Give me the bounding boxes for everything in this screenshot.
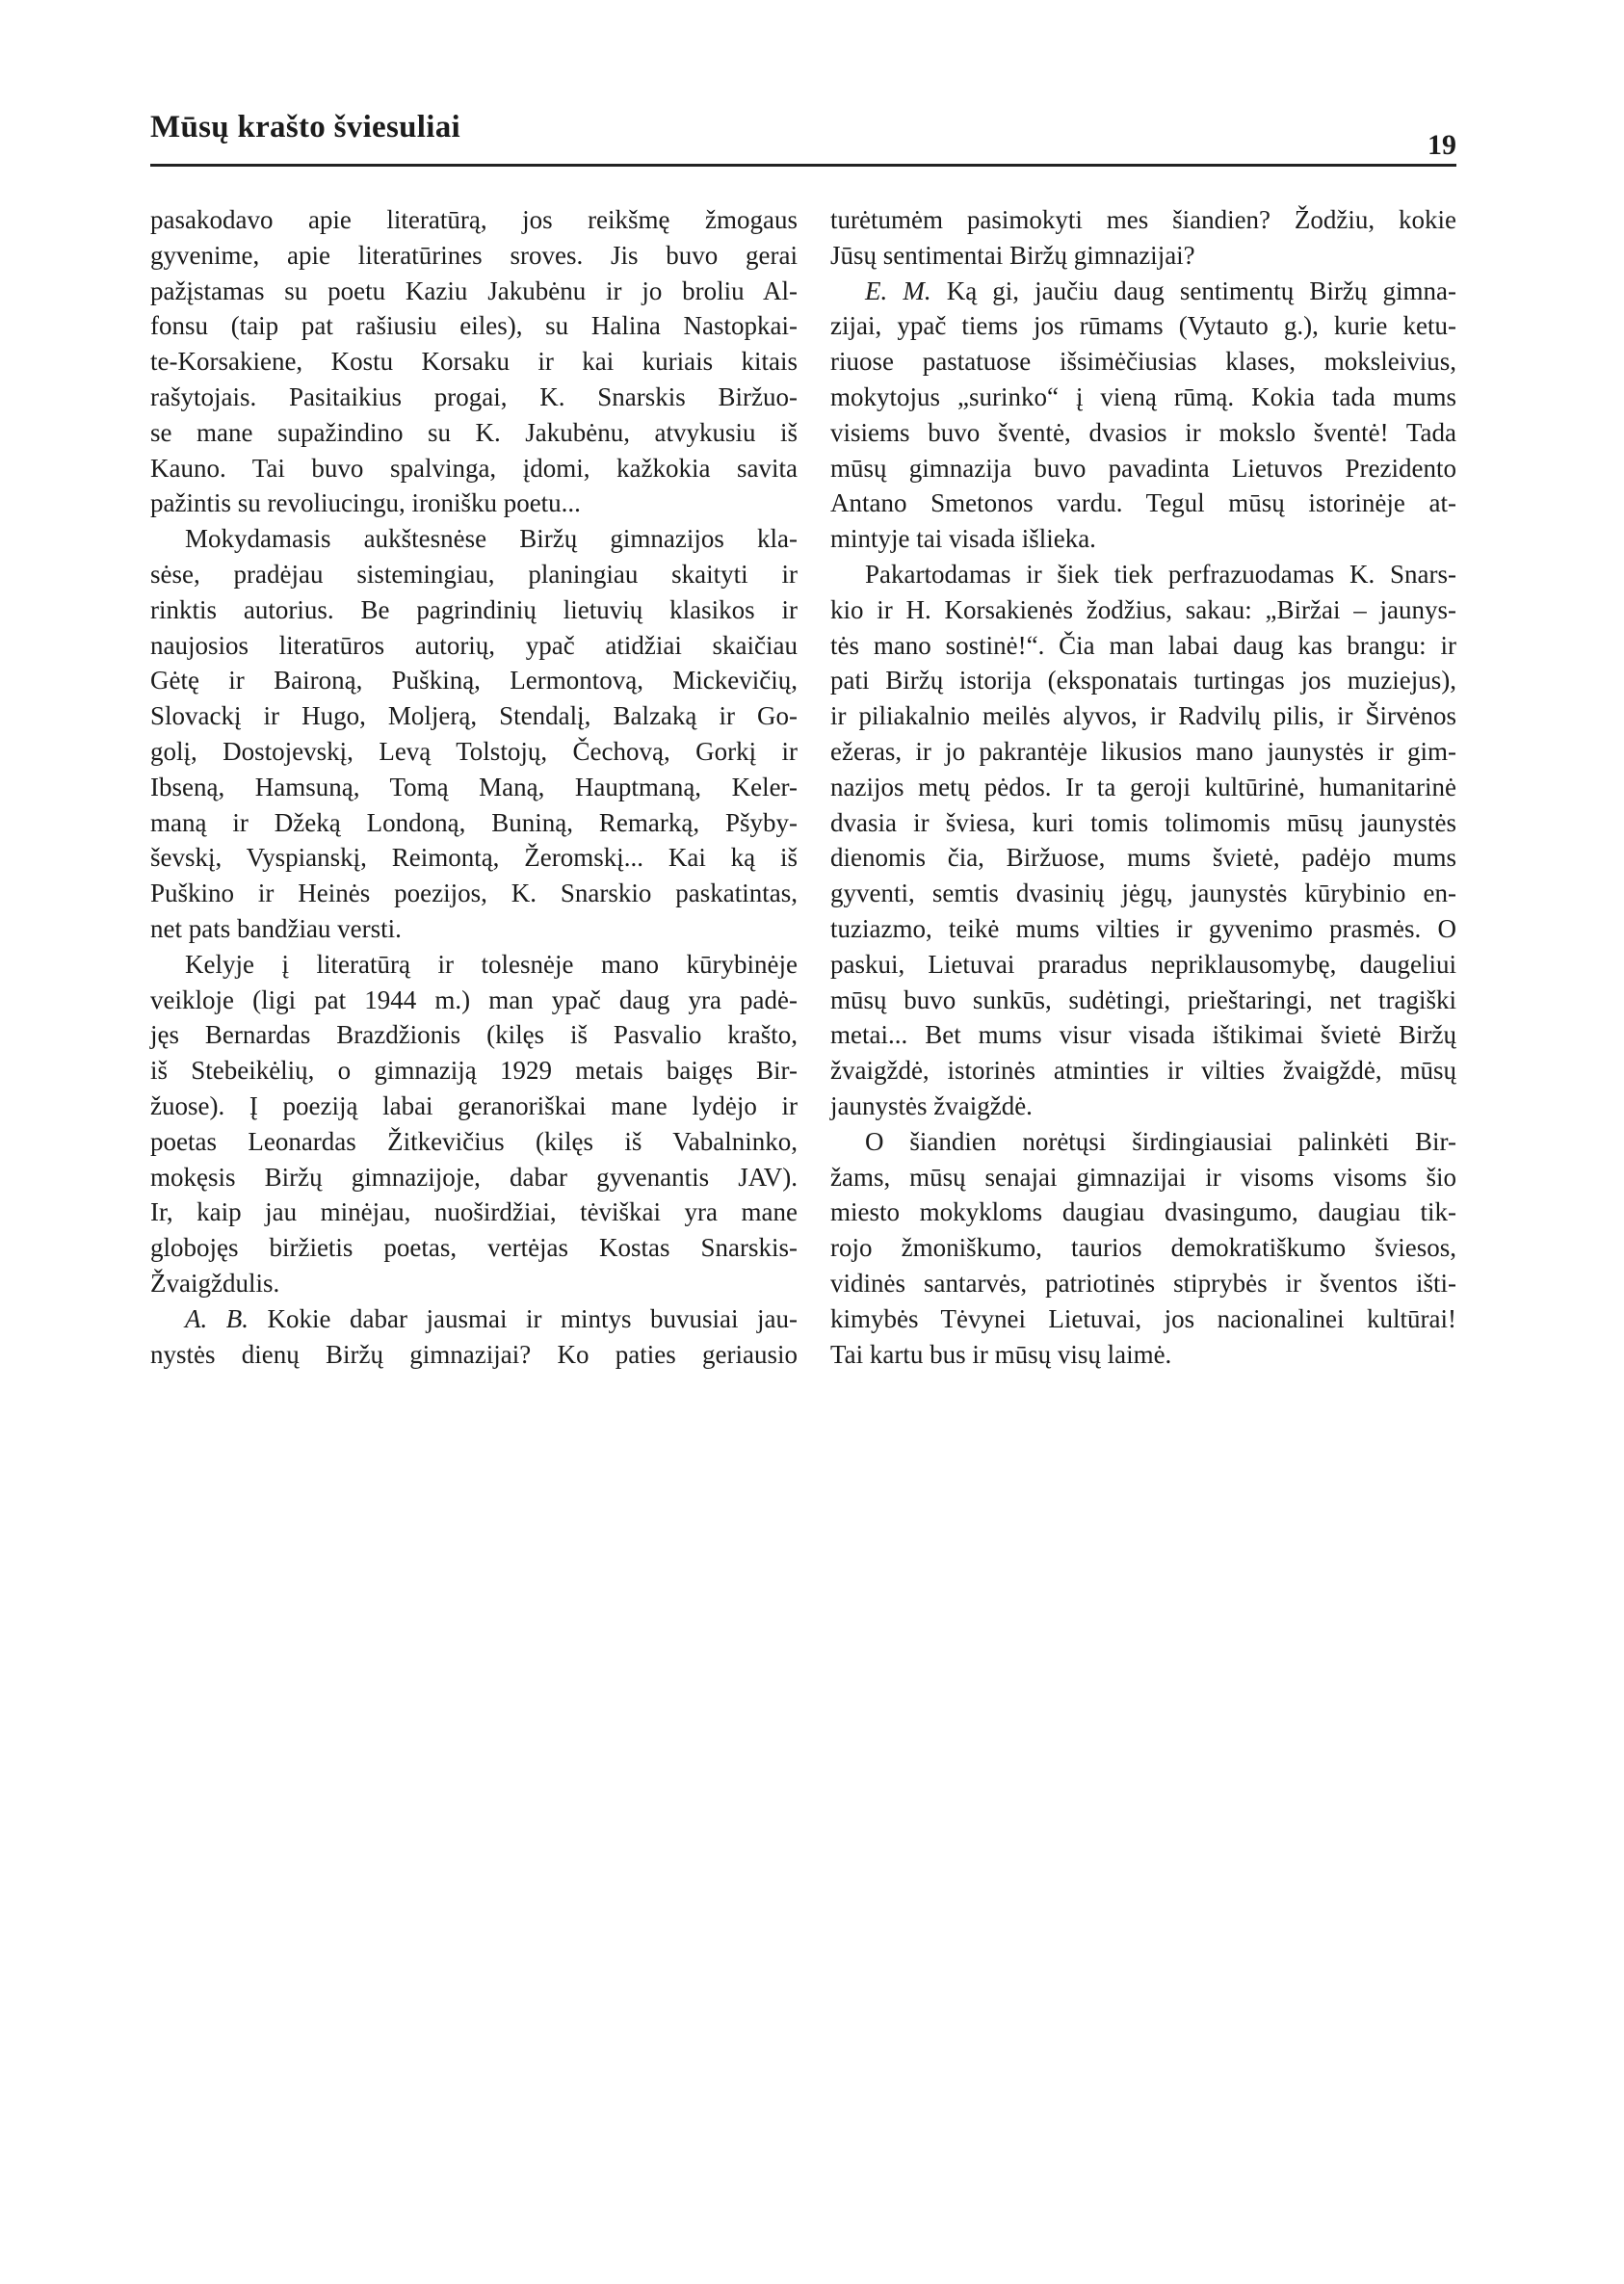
text-line: jęs Bernardas Brazdžionis (kilęs iš Pasvalio krašto, <box>150 1020 798 1050</box>
text-line: gyvenime, apie literatūrines sroves. Jis buvo gerai <box>150 240 798 270</box>
text-line: metai... Bet mums visur visada ištikimai švietė Biržų <box>830 1020 1456 1050</box>
text-line: Gėtę ir Baironą, Puškiną, Lermontovą, Mickevičių, <box>150 666 798 696</box>
text-line: mintyje tai visada išlieka. <box>830 524 1096 554</box>
speaker-initials: E. M. <box>865 276 931 305</box>
text-line: fonsu (taip pat rašiusiu eiles), su Halina Nastopkai- <box>150 311 798 341</box>
text-line: rašytojais. Pasitaikius progai, K. Snarskis Biržuo- <box>150 381 798 411</box>
text-line: O šiandien norėtųsi širdingiausiai palinkėti Bir- <box>865 1126 1456 1156</box>
text-line: ir piliakalnio meilės alyvos, ir Radvilų pilis, ir Širvėnos <box>830 701 1456 731</box>
text-line: ševskį, Vyspianskį, Reimontą, Žeromskį... Kai ką iš <box>150 843 798 873</box>
text-line: Jūsų sentimentai Biržų gimnazijai? <box>830 240 1195 270</box>
text-line: pasakodavo apie literatūrą, jos reikšmę žmogaus <box>150 205 798 234</box>
text-line: vidinės santarvės, patriotinės stiprybės ir šventos išti- <box>830 1268 1456 1298</box>
text-line: globojęs biržietis poetas, vertėjas Kostas Snarskis- <box>150 1233 798 1263</box>
text-line: žuose). Į poeziją labai geranoriškai mane lydėjo ir <box>150 1090 798 1120</box>
text-line: nystės dienų Biržų gimnazijai? Ko paties geriausio <box>150 1339 798 1369</box>
text-line: mokytojus „surinko“ į vieną rūmą. Kokia tada mums <box>830 381 1456 411</box>
text-line: zijai, ypač tiems jos rūmams (Vytauto g.), kurie ketu- <box>830 311 1456 341</box>
text-line: pati Biržų istorija (eksponatais turtingas jos muziejus), <box>830 666 1456 696</box>
text-line: Pakartodamas ir šiek tiek perfrazuodamas K. Snars- <box>865 559 1456 589</box>
text-line: Puškino ir Heinės poezijos, K. Snarskio paskatintas, <box>150 879 798 908</box>
text-line: mūsų buvo sunkūs, sudėtingi, prieštaringi, net tragiški <box>830 984 1456 1014</box>
text-line: riuose pastatuose išsimėčiusias klases, moksleivius, <box>830 347 1456 377</box>
text-line: Žvaigždulis. <box>150 1268 280 1298</box>
text-line: pažįstamas su poetu Kaziu Jakubėnu ir jo broliu Al- <box>150 276 798 305</box>
text-line: net pats bandžiau versti. <box>150 913 402 943</box>
text-line: ežeras, ir jo pakrantėje likusios mano jaunystės ir gim- <box>830 736 1456 766</box>
text-line: te-Korsakiene, Kostu Korsaku ir kai kuriais kitais <box>150 347 798 377</box>
text-line: veikloje (ligi pat 1944 m.) man ypač daug yra padė- <box>150 984 798 1014</box>
text-line: jaunystės žvaigždė. <box>830 1090 1033 1120</box>
text-line: visiems buvo šventė, dvasios ir mokslo šventė! Tada <box>830 417 1456 447</box>
text-line: rinktis autorius. Be pagrindinių lietuvių klasikos ir <box>150 594 798 624</box>
text-line: tės mano sostinė!“. Čia man labai daug kas brangu: ir <box>830 630 1456 660</box>
text-line: Tai kartu bus ir mūsų visų laimė. <box>830 1339 1172 1369</box>
text-line: se mane supažindino su K. Jakubėnu, atvykusiu iš <box>150 417 798 447</box>
text-line: A. B. Kokie dabar jausmai ir mintys buvusiai jau- <box>185 1303 798 1333</box>
text-line: Mokydamasis aukštesnėse Biržų gimnazijos kla- <box>185 524 798 554</box>
page-header-title: Mūsų krašto šviesuliai <box>150 110 460 144</box>
text-line: turėtumėm pasimokyti mes šiandien? Žodžiu, kokie <box>830 205 1456 234</box>
text-line: tuziazmo, teikė mums vilties ir gyvenimo prasmės. O <box>830 913 1456 943</box>
text-line: rojo žmoniškumo, taurios demokratiškumo šviesos, <box>830 1233 1456 1263</box>
page-number: 19 <box>1428 129 1456 161</box>
text-line: naujosios literatūros autorių, ypač atidžiai skaičiau <box>150 630 798 660</box>
text-line: kimybės Tėvynei Lietuvai, jos nacionalinei kultūrai! <box>830 1303 1456 1333</box>
column-left <box>150 202 798 1372</box>
text-line: mokęsis Biržų gimnazijoje, dabar gyvenantis JAV). <box>150 1162 798 1192</box>
text-line: žvaigždė, istorinės atminties ir vilties žvaigždė, mūsų <box>830 1056 1456 1086</box>
text-line: E. M. Ką gi, jaučiu daug sentimentų Biržų gimna- <box>865 276 1456 305</box>
text-line: Ir, kaip jau minėjau, nuoširdžiai, tėviškai yra mane <box>150 1197 798 1227</box>
column-right <box>830 202 1456 1372</box>
text-line: mūsų gimnazija buvo pavadinta Lietuvos Prezidento <box>830 453 1456 483</box>
text-line: nazijos metų pėdos. Ir ta geroji kultūrinė, humanitarinė <box>830 772 1456 801</box>
text-line: iš Stebeikėlių, o gimnaziją 1929 metais baigęs Bir- <box>150 1056 798 1086</box>
text-line: Slovackį ir Hugo, Moljerą, Stendalį, Balzaką ir Go- <box>150 701 798 731</box>
text-line: pažintis su revoliucingu, ironišku poetu... <box>150 488 581 518</box>
text-line: Kelyje į literatūrą ir tolesnėje mano kūrybinėje <box>185 949 798 979</box>
text-line: gyventi, semtis dvasinių jėgų, jaunystės kūrybinio en- <box>830 879 1456 908</box>
text-line: miesto mokykloms daugiau dvasingumo, daugiau tik- <box>830 1197 1456 1227</box>
text-line: poetas Leonardas Žitkevičius (kilęs iš Vabalninko, <box>150 1126 798 1156</box>
text-line: Ibseną, Hamsuną, Tomą Maną, Hauptmaną, Keler- <box>150 772 798 801</box>
text-line: golį, Dostojevskį, Levą Tolstojų, Čechovą, Gorkį ir <box>150 736 798 766</box>
text-line: sėse, pradėjau sistemingiau, planingiau skaityti ir <box>150 559 798 589</box>
header-rule <box>150 164 1456 167</box>
text-line: dienomis čia, Biržuose, mums švietė, padėjo mums <box>830 843 1456 873</box>
text-line: dvasia ir šviesa, kuri tomis tolimomis mūsų jaunystės <box>830 807 1456 837</box>
text-line: Kauno. Tai buvo spalvinga, įdomi, kažkokia savita <box>150 453 798 483</box>
text-line: paskui, Lietuvai praradus nepriklausomybę, daugeliui <box>830 949 1456 979</box>
text-line: kio ir H. Korsakienės žodžius, sakau: „Biržai – jaunys- <box>830 594 1456 624</box>
speaker-initials: A. B. <box>185 1303 249 1333</box>
text-line: Antano Smetonos vardu. Tegul mūsų istorinėje at- <box>830 488 1456 518</box>
text-line: maną ir Džeką Londoną, Buniną, Remarką, Pšyby- <box>150 807 798 837</box>
text-line: žams, mūsų senajai gimnazijai ir visoms visoms šio <box>830 1162 1456 1192</box>
